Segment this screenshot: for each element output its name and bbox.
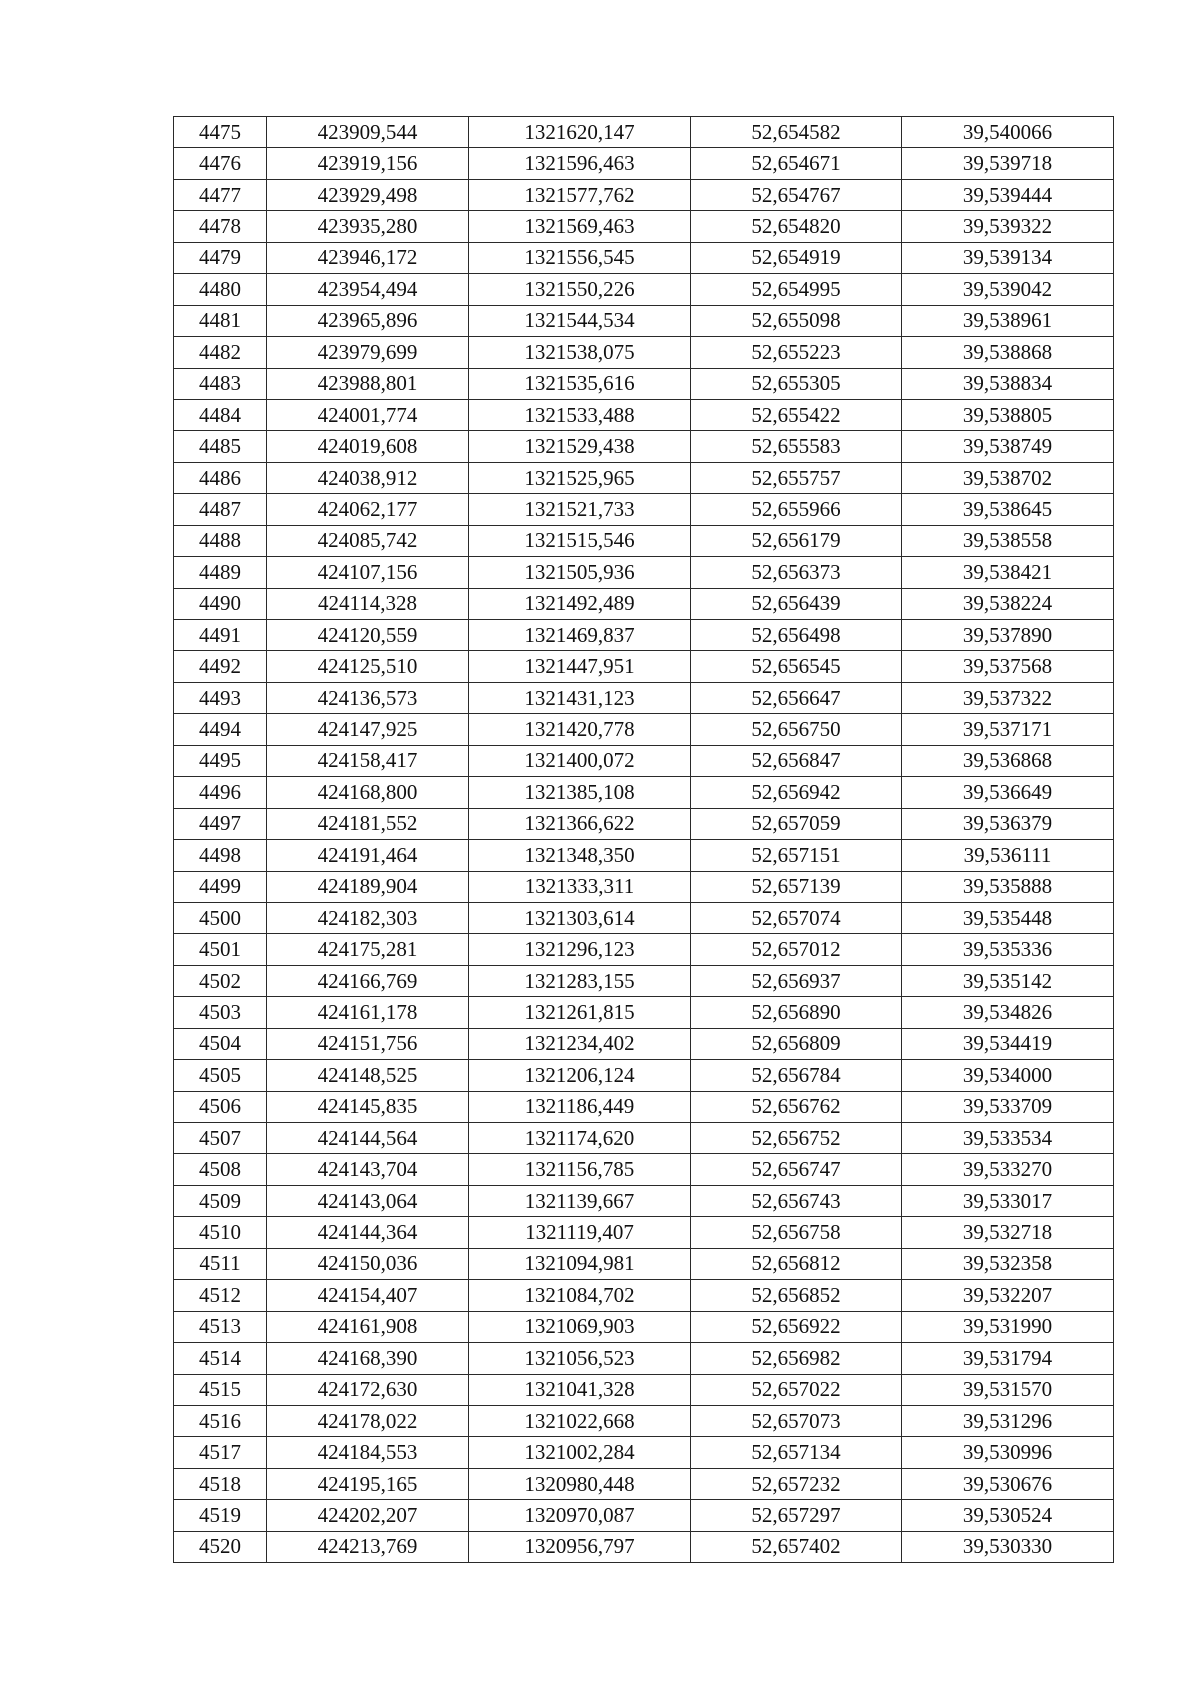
- longitude-cell: 39,531570: [902, 1374, 1114, 1405]
- x-coordinate-cell: 424125,510: [267, 651, 469, 682]
- point-number-cell: 4495: [174, 745, 267, 776]
- point-number-cell: 4505: [174, 1060, 267, 1091]
- longitude-cell: 39,540066: [902, 117, 1114, 148]
- point-number-cell: 4502: [174, 965, 267, 996]
- x-coordinate-cell: 424144,364: [267, 1217, 469, 1248]
- y-coordinate-cell: 1321261,815: [469, 997, 691, 1028]
- y-coordinate-cell: 1321139,667: [469, 1185, 691, 1216]
- longitude-cell: 39,535336: [902, 934, 1114, 965]
- y-coordinate-cell: 1321283,155: [469, 965, 691, 996]
- point-number-cell: 4490: [174, 588, 267, 619]
- y-coordinate-cell: 1321469,837: [469, 620, 691, 651]
- longitude-cell: 39,532718: [902, 1217, 1114, 1248]
- point-number-cell: 4478: [174, 211, 267, 242]
- table-row: [174, 1468, 1114, 1499]
- x-coordinate-cell: 424107,156: [267, 557, 469, 588]
- longitude-cell: 39,536868: [902, 745, 1114, 776]
- latitude-cell: 52,656922: [691, 1311, 902, 1342]
- latitude-cell: 52,655757: [691, 462, 902, 493]
- longitude-cell: 39,530330: [902, 1531, 1114, 1562]
- latitude-cell: 52,656982: [691, 1343, 902, 1374]
- x-coordinate-cell: 424151,756: [267, 1028, 469, 1059]
- x-coordinate-cell: 424154,407: [267, 1280, 469, 1311]
- longitude-cell: 39,535888: [902, 871, 1114, 902]
- table-row: [174, 1217, 1114, 1248]
- table-row: [174, 337, 1114, 368]
- y-coordinate-cell: 1321529,438: [469, 431, 691, 462]
- longitude-cell: 39,533534: [902, 1123, 1114, 1154]
- table-row: [174, 1123, 1114, 1154]
- point-number-cell: 4476: [174, 148, 267, 179]
- y-coordinate-cell: 1321022,668: [469, 1405, 691, 1436]
- table-row: [174, 808, 1114, 839]
- point-number-cell: 4485: [174, 431, 267, 462]
- point-number-cell: 4503: [174, 997, 267, 1028]
- latitude-cell: 52,655422: [691, 399, 902, 430]
- latitude-cell: 52,656890: [691, 997, 902, 1028]
- table-row: [174, 620, 1114, 651]
- x-coordinate-cell: 424202,207: [267, 1500, 469, 1531]
- latitude-cell: 52,655966: [691, 494, 902, 525]
- x-coordinate-cell: 424120,559: [267, 620, 469, 651]
- latitude-cell: 52,656809: [691, 1028, 902, 1059]
- table-row: [174, 714, 1114, 745]
- x-coordinate-cell: 424182,303: [267, 902, 469, 933]
- point-number-cell: 4509: [174, 1185, 267, 1216]
- latitude-cell: 52,654919: [691, 242, 902, 273]
- table-row: [174, 1028, 1114, 1059]
- latitude-cell: 52,657139: [691, 871, 902, 902]
- point-number-cell: 4497: [174, 808, 267, 839]
- x-coordinate-cell: 424168,800: [267, 777, 469, 808]
- y-coordinate-cell: 1321596,463: [469, 148, 691, 179]
- latitude-cell: 52,656762: [691, 1091, 902, 1122]
- y-coordinate-cell: 1321348,350: [469, 840, 691, 871]
- y-coordinate-cell: 1321538,075: [469, 337, 691, 368]
- latitude-cell: 52,654582: [691, 117, 902, 148]
- longitude-cell: 39,539322: [902, 211, 1114, 242]
- latitude-cell: 52,655098: [691, 305, 902, 336]
- x-coordinate-cell: 424143,704: [267, 1154, 469, 1185]
- x-coordinate-cell: 424038,912: [267, 462, 469, 493]
- y-coordinate-cell: 1321431,123: [469, 682, 691, 713]
- table-row: [174, 557, 1114, 588]
- point-number-cell: 4493: [174, 682, 267, 713]
- longitude-cell: 39,533017: [902, 1185, 1114, 1216]
- point-number-cell: 4486: [174, 462, 267, 493]
- latitude-cell: 52,656942: [691, 777, 902, 808]
- longitude-cell: 39,538834: [902, 368, 1114, 399]
- latitude-cell: 52,656545: [691, 651, 902, 682]
- longitude-cell: 39,538961: [902, 305, 1114, 336]
- x-coordinate-cell: 424114,328: [267, 588, 469, 619]
- x-coordinate-cell: 424166,769: [267, 965, 469, 996]
- latitude-cell: 52,654995: [691, 274, 902, 305]
- longitude-cell: 39,537171: [902, 714, 1114, 745]
- longitude-cell: 39,538645: [902, 494, 1114, 525]
- y-coordinate-cell: 1321620,147: [469, 117, 691, 148]
- point-number-cell: 4515: [174, 1374, 267, 1405]
- latitude-cell: 52,656784: [691, 1060, 902, 1091]
- longitude-cell: 39,538421: [902, 557, 1114, 588]
- x-coordinate-cell: 424158,417: [267, 745, 469, 776]
- longitude-cell: 39,539134: [902, 242, 1114, 273]
- table-row: [174, 399, 1114, 430]
- x-coordinate-cell: 424181,552: [267, 808, 469, 839]
- y-coordinate-cell: 1321094,981: [469, 1248, 691, 1279]
- longitude-cell: 39,533709: [902, 1091, 1114, 1122]
- latitude-cell: 52,656847: [691, 745, 902, 776]
- x-coordinate-cell: 424143,064: [267, 1185, 469, 1216]
- x-coordinate-cell: 424195,165: [267, 1468, 469, 1499]
- x-coordinate-cell: 423946,172: [267, 242, 469, 273]
- table-row: [174, 1060, 1114, 1091]
- y-coordinate-cell: 1321525,965: [469, 462, 691, 493]
- latitude-cell: 52,657297: [691, 1500, 902, 1531]
- longitude-cell: 39,533270: [902, 1154, 1114, 1185]
- y-coordinate-cell: 1320980,448: [469, 1468, 691, 1499]
- point-number-cell: 4488: [174, 525, 267, 556]
- point-number-cell: 4484: [174, 399, 267, 430]
- table-row: [174, 588, 1114, 619]
- coordinates-table-body: [174, 117, 1114, 1563]
- y-coordinate-cell: 1321447,951: [469, 651, 691, 682]
- point-number-cell: 4492: [174, 651, 267, 682]
- table-row: [174, 934, 1114, 965]
- point-number-cell: 4498: [174, 840, 267, 871]
- latitude-cell: 52,657073: [691, 1405, 902, 1436]
- x-coordinate-cell: 424161,178: [267, 997, 469, 1028]
- longitude-cell: 39,537890: [902, 620, 1114, 651]
- longitude-cell: 39,538224: [902, 588, 1114, 619]
- table-row: [174, 117, 1114, 148]
- latitude-cell: 52,654671: [691, 148, 902, 179]
- latitude-cell: 52,655583: [691, 431, 902, 462]
- point-number-cell: 4506: [174, 1091, 267, 1122]
- x-coordinate-cell: 423935,280: [267, 211, 469, 242]
- table-row: [174, 274, 1114, 305]
- x-coordinate-cell: 424136,573: [267, 682, 469, 713]
- table-row: [174, 1091, 1114, 1122]
- table-row: [174, 1531, 1114, 1562]
- point-number-cell: 4489: [174, 557, 267, 588]
- point-number-cell: 4475: [174, 117, 267, 148]
- table-row: [174, 682, 1114, 713]
- point-number-cell: 4496: [174, 777, 267, 808]
- x-coordinate-cell: 424161,908: [267, 1311, 469, 1342]
- table-row: [174, 462, 1114, 493]
- x-coordinate-cell: 424085,742: [267, 525, 469, 556]
- x-coordinate-cell: 424148,525: [267, 1060, 469, 1091]
- point-number-cell: 4520: [174, 1531, 267, 1562]
- x-coordinate-cell: 423965,896: [267, 305, 469, 336]
- x-coordinate-cell: 424062,177: [267, 494, 469, 525]
- longitude-cell: 39,531296: [902, 1405, 1114, 1436]
- table-row: [174, 1311, 1114, 1342]
- latitude-cell: 52,656498: [691, 620, 902, 651]
- latitude-cell: 52,656647: [691, 682, 902, 713]
- x-coordinate-cell: 424019,608: [267, 431, 469, 462]
- x-coordinate-cell: 424178,022: [267, 1405, 469, 1436]
- point-number-cell: 4480: [174, 274, 267, 305]
- y-coordinate-cell: 1321556,545: [469, 242, 691, 273]
- y-coordinate-cell: 1321400,072: [469, 745, 691, 776]
- point-number-cell: 4514: [174, 1343, 267, 1374]
- table-row: [174, 1437, 1114, 1468]
- table-row: [174, 494, 1114, 525]
- latitude-cell: 52,656758: [691, 1217, 902, 1248]
- point-number-cell: 4483: [174, 368, 267, 399]
- y-coordinate-cell: 1320970,087: [469, 1500, 691, 1531]
- longitude-cell: 39,531794: [902, 1343, 1114, 1374]
- x-coordinate-cell: 424213,769: [267, 1531, 469, 1562]
- table-row: [174, 242, 1114, 273]
- latitude-cell: 52,657074: [691, 902, 902, 933]
- x-coordinate-cell: 423954,494: [267, 274, 469, 305]
- y-coordinate-cell: 1321366,622: [469, 808, 691, 839]
- longitude-cell: 39,539718: [902, 148, 1114, 179]
- latitude-cell: 52,656373: [691, 557, 902, 588]
- latitude-cell: 52,655305: [691, 368, 902, 399]
- point-number-cell: 4511: [174, 1248, 267, 1279]
- latitude-cell: 52,657022: [691, 1374, 902, 1405]
- latitude-cell: 52,657059: [691, 808, 902, 839]
- x-coordinate-cell: 424150,036: [267, 1248, 469, 1279]
- point-number-cell: 4518: [174, 1468, 267, 1499]
- latitude-cell: 52,657232: [691, 1468, 902, 1499]
- y-coordinate-cell: 1321069,903: [469, 1311, 691, 1342]
- y-coordinate-cell: 1321234,402: [469, 1028, 691, 1059]
- table-row: [174, 1343, 1114, 1374]
- longitude-cell: 39,539042: [902, 274, 1114, 305]
- x-coordinate-cell: 423919,156: [267, 148, 469, 179]
- table-row: [174, 745, 1114, 776]
- point-number-cell: 4501: [174, 934, 267, 965]
- point-number-cell: 4512: [174, 1280, 267, 1311]
- point-number-cell: 4482: [174, 337, 267, 368]
- point-number-cell: 4499: [174, 871, 267, 902]
- y-coordinate-cell: 1321515,546: [469, 525, 691, 556]
- latitude-cell: 52,654767: [691, 179, 902, 210]
- longitude-cell: 39,536379: [902, 808, 1114, 839]
- point-number-cell: 4494: [174, 714, 267, 745]
- point-number-cell: 4508: [174, 1154, 267, 1185]
- latitude-cell: 52,657134: [691, 1437, 902, 1468]
- table-row: [174, 1500, 1114, 1531]
- y-coordinate-cell: 1321492,489: [469, 588, 691, 619]
- table-row: [174, 368, 1114, 399]
- y-coordinate-cell: 1321533,488: [469, 399, 691, 430]
- table-row: [174, 902, 1114, 933]
- x-coordinate-cell: 424147,925: [267, 714, 469, 745]
- longitude-cell: 39,536649: [902, 777, 1114, 808]
- point-number-cell: 4507: [174, 1123, 267, 1154]
- table-row: [174, 431, 1114, 462]
- point-number-cell: 4516: [174, 1405, 267, 1436]
- x-coordinate-cell: 423979,699: [267, 337, 469, 368]
- latitude-cell: 52,656743: [691, 1185, 902, 1216]
- point-number-cell: 4481: [174, 305, 267, 336]
- table-row: [174, 305, 1114, 336]
- x-coordinate-cell: 424175,281: [267, 934, 469, 965]
- latitude-cell: 52,654820: [691, 211, 902, 242]
- latitude-cell: 52,656179: [691, 525, 902, 556]
- longitude-cell: 39,534419: [902, 1028, 1114, 1059]
- y-coordinate-cell: 1321333,311: [469, 871, 691, 902]
- y-coordinate-cell: 1321505,936: [469, 557, 691, 588]
- x-coordinate-cell: 424144,564: [267, 1123, 469, 1154]
- latitude-cell: 52,657012: [691, 934, 902, 965]
- point-number-cell: 4477: [174, 179, 267, 210]
- y-coordinate-cell: 1321569,463: [469, 211, 691, 242]
- y-coordinate-cell: 1321420,778: [469, 714, 691, 745]
- y-coordinate-cell: 1321002,284: [469, 1437, 691, 1468]
- x-coordinate-cell: 424168,390: [267, 1343, 469, 1374]
- y-coordinate-cell: 1321084,702: [469, 1280, 691, 1311]
- table-row: [174, 997, 1114, 1028]
- point-number-cell: 4510: [174, 1217, 267, 1248]
- longitude-cell: 39,531990: [902, 1311, 1114, 1342]
- table-row: [174, 777, 1114, 808]
- table-row: [174, 211, 1114, 242]
- y-coordinate-cell: 1321041,328: [469, 1374, 691, 1405]
- longitude-cell: 39,536111: [902, 840, 1114, 871]
- latitude-cell: 52,656752: [691, 1123, 902, 1154]
- point-number-cell: 4500: [174, 902, 267, 933]
- latitude-cell: 52,657402: [691, 1531, 902, 1562]
- x-coordinate-cell: 424001,774: [267, 399, 469, 430]
- table-row: [174, 1185, 1114, 1216]
- y-coordinate-cell: 1321296,123: [469, 934, 691, 965]
- table-row: [174, 1374, 1114, 1405]
- table-row: [174, 965, 1114, 996]
- y-coordinate-cell: 1321521,733: [469, 494, 691, 525]
- longitude-cell: 39,538702: [902, 462, 1114, 493]
- table-row: [174, 1248, 1114, 1279]
- table-row: [174, 871, 1114, 902]
- y-coordinate-cell: 1321156,785: [469, 1154, 691, 1185]
- latitude-cell: 52,655223: [691, 337, 902, 368]
- y-coordinate-cell: 1320956,797: [469, 1531, 691, 1562]
- y-coordinate-cell: 1321550,226: [469, 274, 691, 305]
- y-coordinate-cell: 1321544,534: [469, 305, 691, 336]
- point-number-cell: 4504: [174, 1028, 267, 1059]
- y-coordinate-cell: 1321535,616: [469, 368, 691, 399]
- longitude-cell: 39,539444: [902, 179, 1114, 210]
- y-coordinate-cell: 1321206,124: [469, 1060, 691, 1091]
- point-number-cell: 4517: [174, 1437, 267, 1468]
- table-row: [174, 651, 1114, 682]
- y-coordinate-cell: 1321385,108: [469, 777, 691, 808]
- x-coordinate-cell: 424189,904: [267, 871, 469, 902]
- point-number-cell: 4479: [174, 242, 267, 273]
- longitude-cell: 39,537568: [902, 651, 1114, 682]
- longitude-cell: 39,535142: [902, 965, 1114, 996]
- x-coordinate-cell: 423929,498: [267, 179, 469, 210]
- table-row: [174, 148, 1114, 179]
- y-coordinate-cell: 1321174,620: [469, 1123, 691, 1154]
- y-coordinate-cell: 1321056,523: [469, 1343, 691, 1374]
- point-number-cell: 4519: [174, 1500, 267, 1531]
- y-coordinate-cell: 1321303,614: [469, 902, 691, 933]
- latitude-cell: 52,657151: [691, 840, 902, 871]
- latitude-cell: 52,656750: [691, 714, 902, 745]
- latitude-cell: 52,656747: [691, 1154, 902, 1185]
- x-coordinate-cell: 423988,801: [267, 368, 469, 399]
- table-row: [174, 1405, 1114, 1436]
- longitude-cell: 39,534826: [902, 997, 1114, 1028]
- table-row: [174, 1280, 1114, 1311]
- table-row: [174, 1154, 1114, 1185]
- longitude-cell: 39,530524: [902, 1500, 1114, 1531]
- x-coordinate-cell: 424184,553: [267, 1437, 469, 1468]
- y-coordinate-cell: 1321577,762: [469, 179, 691, 210]
- y-coordinate-cell: 1321119,407: [469, 1217, 691, 1248]
- longitude-cell: 39,538558: [902, 525, 1114, 556]
- longitude-cell: 39,538805: [902, 399, 1114, 430]
- longitude-cell: 39,532358: [902, 1248, 1114, 1279]
- table-row: [174, 525, 1114, 556]
- table-row: [174, 840, 1114, 871]
- x-coordinate-cell: 424172,630: [267, 1374, 469, 1405]
- latitude-cell: 52,656852: [691, 1280, 902, 1311]
- latitude-cell: 52,656937: [691, 965, 902, 996]
- longitude-cell: 39,538868: [902, 337, 1114, 368]
- point-number-cell: 4513: [174, 1311, 267, 1342]
- longitude-cell: 39,537322: [902, 682, 1114, 713]
- latitude-cell: 52,656812: [691, 1248, 902, 1279]
- point-number-cell: 4491: [174, 620, 267, 651]
- longitude-cell: 39,535448: [902, 902, 1114, 933]
- coordinates-table: [173, 116, 1114, 1563]
- point-number-cell: 4487: [174, 494, 267, 525]
- x-coordinate-cell: 424191,464: [267, 840, 469, 871]
- longitude-cell: 39,530996: [902, 1437, 1114, 1468]
- longitude-cell: 39,532207: [902, 1280, 1114, 1311]
- y-coordinate-cell: 1321186,449: [469, 1091, 691, 1122]
- table-row: [174, 179, 1114, 210]
- x-coordinate-cell: 423909,544: [267, 117, 469, 148]
- longitude-cell: 39,534000: [902, 1060, 1114, 1091]
- latitude-cell: 52,656439: [691, 588, 902, 619]
- x-coordinate-cell: 424145,835: [267, 1091, 469, 1122]
- longitude-cell: 39,538749: [902, 431, 1114, 462]
- longitude-cell: 39,530676: [902, 1468, 1114, 1499]
